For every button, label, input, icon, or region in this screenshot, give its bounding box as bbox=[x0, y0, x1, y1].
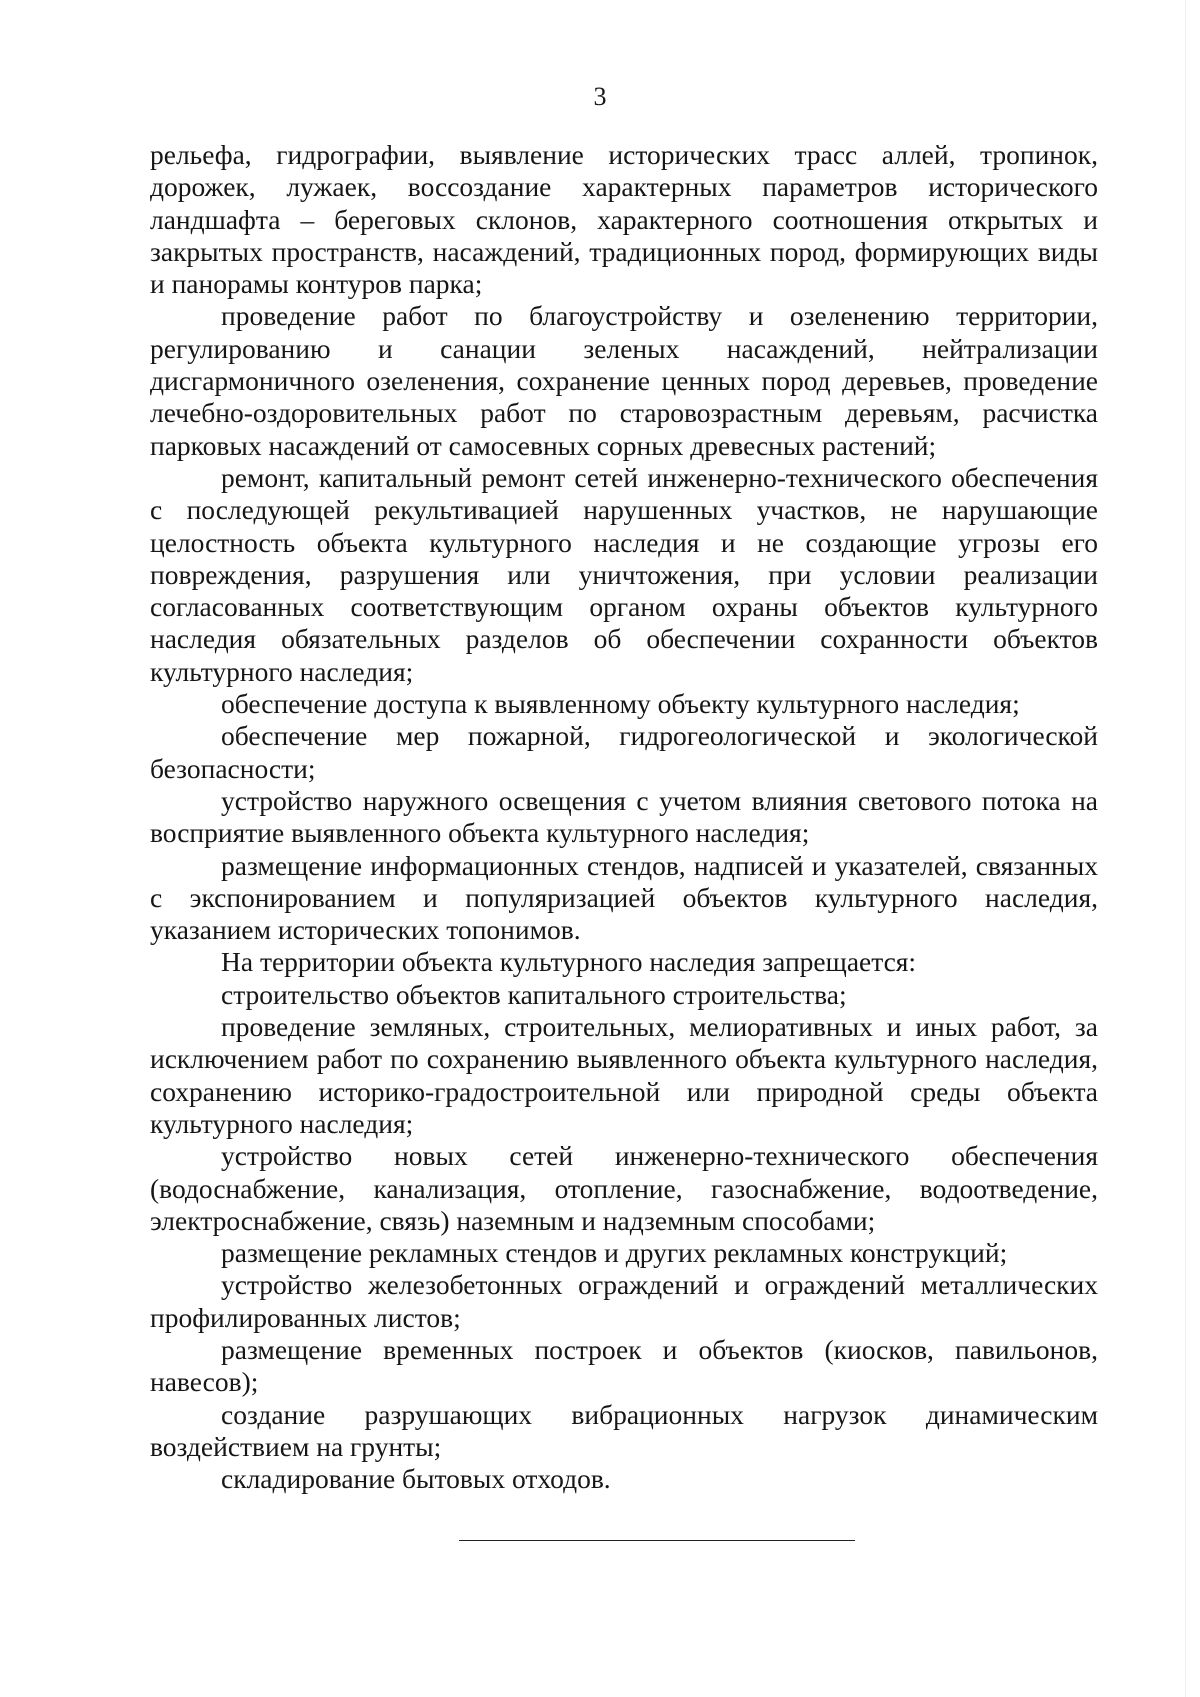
scan-edge-line bbox=[1185, 0, 1186, 1697]
paragraph-11: устройство новых сетей инженерно-технического обеспечения (водоснабжение, канализация, отопление, газоснабжение, водоотведение, электроснабжение, связь) наземным и надземным способами; bbox=[150, 1140, 1098, 1236]
paragraph-1: рельефа, гидрографии, выявление исторических трасс аллей, тропинок, дорожек, лужаек, воссоздание характерных параметров исторического ландшафта – береговых склонов, характерного соотношения открытых и закрытых пространств, насаждений, традиционных пород, формирующих виды и панорамы контуров парка; bbox=[150, 139, 1098, 300]
paragraph-14: размещение временных построек и объектов (киосков, павильонов, навесов); bbox=[150, 1333, 1098, 1398]
paragraph-15: создание разрушающих вибрационных нагрузок динамическим воздействием на грунты; bbox=[150, 1398, 1098, 1462]
paragraph-6: устройство наружного освещения с учетом влияния светового потока на восприятие выявленного объекта культурного наследия; bbox=[150, 784, 1098, 849]
paragraph-3: ремонт, капитальный ремонт сетей инженерно-технического обеспечения с последующей рекультивацией нарушенных участков, не нарушающие целостность объекта культурного наследия и не создающие угрозы его повреждения, разрушения или уничтожения, при условии реализации согласованных соответствующим органом охраны объектов культурного наследия обязательных разделов об обеспечении сохранности объектов культурного наследия; bbox=[150, 461, 1098, 687]
paragraph-8: На территории объекта культурного наследия запрещается: bbox=[221, 946, 917, 978]
paragraph-5: обеспечение мер пожарной, гидрогеологической и экологической безопасности; bbox=[150, 720, 1098, 784]
paragraph-4: обеспечение доступа к выявленному объекту культурного наследия; bbox=[221, 688, 1020, 720]
paragraph-7: размещение информационных стендов, надписей и указателей, связанных с экспонированием и популяризацией объектов культурного наследия, указанием исторических топонимов. bbox=[150, 849, 1098, 946]
paragraph-16: складирование бытовых отходов. bbox=[221, 1463, 611, 1495]
paragraph-12: размещение рекламных стендов и других рекламных конструкций; bbox=[221, 1237, 1008, 1269]
paragraph-9: строительство объектов капитального строительства; bbox=[221, 978, 847, 1010]
paragraph-13: устройство железобетонных ограждений и ограждений металлических профилированных листов; bbox=[150, 1269, 1098, 1333]
end-separator-line bbox=[459, 1540, 855, 1541]
paragraph-2: проведение работ по благоустройству и озеленению территории, регулированию и санации зеленых насаждений, нейтрализации дисгармоничного озеленения, сохранение ценных пород деревьев, проведение лечебно-оздоровительных работ по старовозрастным деревьям, расчистка парковых насаждений от самосевных сорных древесных растений; bbox=[150, 300, 1098, 461]
paragraph-10: проведение земляных, строительных, мелиоративных и иных работ, за исключением работ по сохранению выявленного объекта культурного наследия, сохранению историко-градостроительной или природной среды объекта культурного наследия; bbox=[150, 1011, 1098, 1139]
page-number: 3 bbox=[593, 82, 607, 111]
document-body bbox=[150, 139, 1098, 1495]
